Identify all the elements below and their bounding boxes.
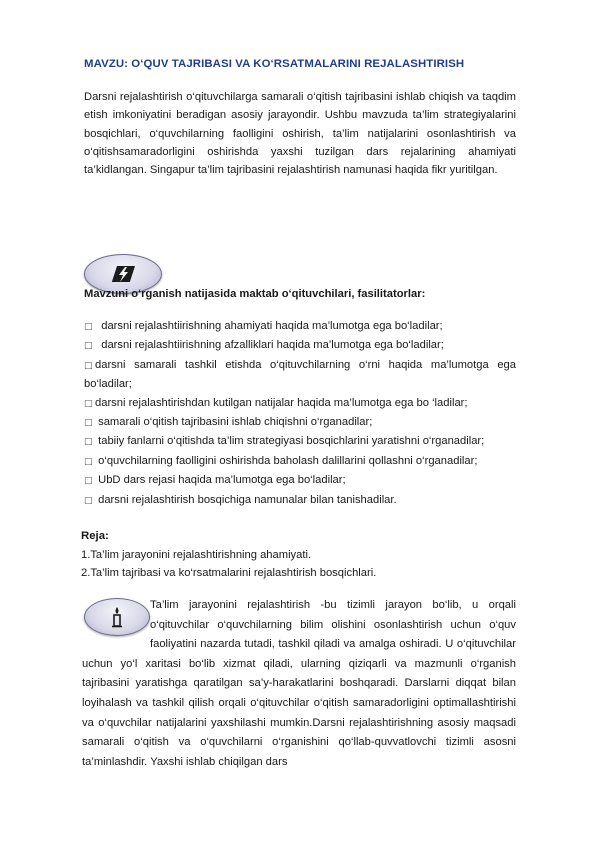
list-item: □ UbD dars rejasi haqida ma’lumotga ega bo‘ladilar; <box>84 471 516 490</box>
list-item: □ tabiiy fanlarni o‘qitishda ta’lim strategiyasi bosqichlarini yaratishni o‘rganadilar; <box>84 432 516 451</box>
intro-paragraph: Darsni rejalashtirish o‘qituvchilarga samarali o‘qitish tajribasini ishlab chiqish va taqdim etish imkoniyatini beradigan asosiy jarayondir. Ushbu mavzuda ta’lim strategiyalarini bosqichlari, o‘quvchilarning faolligini oshirish, ta’lim natijalarini osonlashtirish va o‘qitishsamaradorligini oshirishda yaxshi tuzilgan dars rejalarining ahamiyati ta’kidlangan. Singapur ta’lim tajribasini rejalashtirish namunasi haqida fikr yuritilgan. <box>84 91 516 177</box>
list-item: □ o‘quvchilarning faolligini oshirishda baholash dalillarini qollashni o‘rganadilar; <box>84 452 516 471</box>
list-item: □ darsni rejalashtirishdan kutilgan natijalar haqida ma’lumotga ega bo ‘ladilar; <box>84 394 516 413</box>
bullet-icon: □ <box>84 418 93 429</box>
outcomes-heading: Mavzuni o‘rganish natijasida maktab o‘qituvchilari, fasilitatorlar: <box>84 288 426 300</box>
list-item: □ darsni rejalashtiirishning afzalliklari haqida ma’lumotga ega bo‘ladilar; <box>84 336 516 355</box>
plan-item: 1.Ta’lim jarayonini rejalashtirishning ahamiyati. <box>81 549 312 561</box>
outcomes-list <box>84 317 516 510</box>
bullet-icon: □ <box>84 322 93 332</box>
plan-heading: Reja: <box>81 530 109 542</box>
candle-icon <box>108 605 126 629</box>
plan-item: 2.Ta’lim tajribasi va ko‘rsatmalarini rejalashtirish bosqichlari. <box>81 567 377 579</box>
list-item: □ darsni rejalashtirish bosqichiga namunalar bilan tanishadilar. <box>84 491 516 510</box>
list-item: □ darsni rejalashtiirishning ahamiyati haqida ma’lumotga ega bo‘ladilar; <box>84 317 516 336</box>
bullet-icon: □ <box>84 398 93 409</box>
bullet-icon: □ <box>84 456 93 467</box>
bullet-icon: □ <box>84 437 93 448</box>
list-item: □ samarali o‘qitish tajribasini ishlab chiqishni o‘rganadilar; <box>84 413 516 432</box>
lightning-icon <box>109 263 137 285</box>
page-title: MAVZU: O‘QUV TAJRIBASI VA KO‘RSATMALARINI REJALASHTIRISH <box>84 58 465 70</box>
list-item: □ darsni samarali tashkil etishda o‘qituvchilarning o‘rni haqida ma’lumotga ega bo‘ladilar; <box>84 358 516 391</box>
candle-badge <box>84 598 150 636</box>
body-paragraph: Ta’lim jarayonini rejalashtirish -bu tizimli jarayon bo‘lib, u orqali o‘qituvchilar o‘quvchilarning bilim olishini osonlashtirish uchun o‘quv faoliyatini nazarda tutadi, tashkil qiladi va amalga oshiradi. U o‘qituvchilar uchun yo‘l xaritasi bo‘lib xizmat qiladi, ularning qiziqarli va mazmunli o‘rganish tajribasini yaratishga qaratilgan sa’y-harakatlarini boshqaradi. Darslarni diqqat bilan loyihalash va tashkil qilish orqali o‘qituvchilar o‘qitish samaradorligini optimallashtirishi va o‘quvchilar natijalarini yaxshilashi mumkin.Darsni rejalashtirishning asosiy maqsadi samarali o‘qitish va o‘quvchilarni o‘rganishini qo‘llab-quvvatlovchi tizimli asosni ta’minlashdir. Yaxshi ishlab chiqilgan dars <box>82 596 516 772</box>
bullet-icon: □ <box>84 476 93 487</box>
bullet-icon: □ <box>84 360 93 371</box>
bullet-icon: □ <box>84 341 93 352</box>
bullet-icon: □ <box>84 495 93 506</box>
